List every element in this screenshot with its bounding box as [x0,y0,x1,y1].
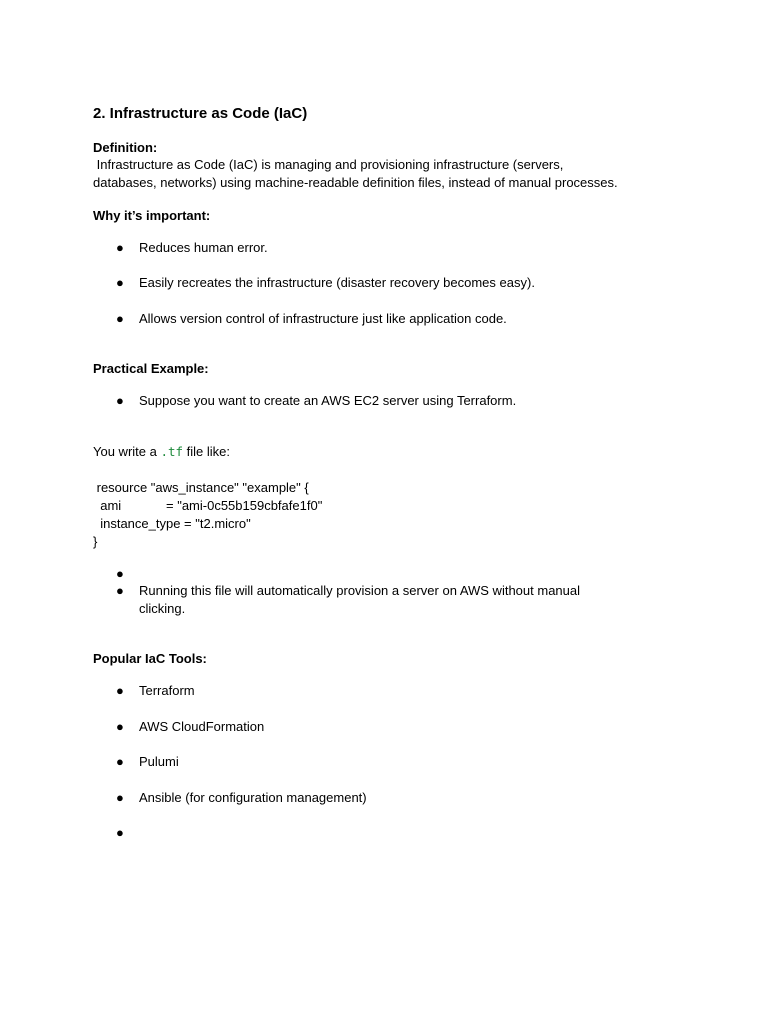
bullet-marker: ● [116,790,124,805]
list-item: Terraform [139,683,195,698]
write-file-sentence [93,443,230,461]
code-line-ami: ami [93,498,122,513]
bullet-marker: ● [116,566,124,581]
bullet-marker: ● [116,240,124,255]
bullet-marker: ● [116,311,124,326]
running-text-line-1: Running this file will automatically provision a server on AWS without manual [139,583,580,598]
list-item: AWS CloudFormation [139,719,265,734]
practical-example-label: Practical Example: [93,361,209,376]
code-line: instance_type = "t2.micro" [93,516,251,531]
definition-text-line-2: databases, networks) using machine-readable definition files, instead of manual processes. [93,175,618,190]
list-item: Easily recreates the infrastructure (disaster recovery becomes easy). [139,275,535,290]
popular-tools-label: Popular IaC Tools: [93,651,207,666]
code-line: } [93,534,98,549]
list-item: Allows version control of infrastructure just like application code. [139,311,507,326]
bullet-marker: ● [116,825,124,840]
write-suffix: file like: [183,444,230,459]
list-item: Reduces human error. [139,240,268,255]
bullet-marker: ● [116,683,124,698]
bullet-marker: ● [116,275,124,290]
definition-text-line-1: Infrastructure as Code (IaC) is managing and provisioning infrastructure (servers, [93,157,564,172]
definition-label: Definition: [93,140,158,155]
bullet-marker: ● [116,393,124,408]
list-item: Ansible (for configuration management) [139,790,367,805]
tf-extension-code: .tf [160,444,184,459]
running-text-line-2: clicking. [139,601,186,616]
bullet-marker: ● [116,583,124,598]
why-important-label: Why it’s important: [93,208,211,223]
list-item: Suppose you want to create an AWS EC2 server using Terraform. [139,393,517,408]
bullet-marker: ● [116,754,124,769]
code-line-ami-value: = "ami-0c55b159cbfafe1f0" [166,498,323,513]
bullet-marker: ● [116,719,124,734]
code-line: resource "aws_instance" "example" { [93,480,309,495]
write-prefix: You write a [93,444,161,459]
code-line [93,497,323,515]
page-title: 2. Infrastructure as Code (IaC) [93,105,308,122]
list-item: Pulumi [139,754,179,769]
